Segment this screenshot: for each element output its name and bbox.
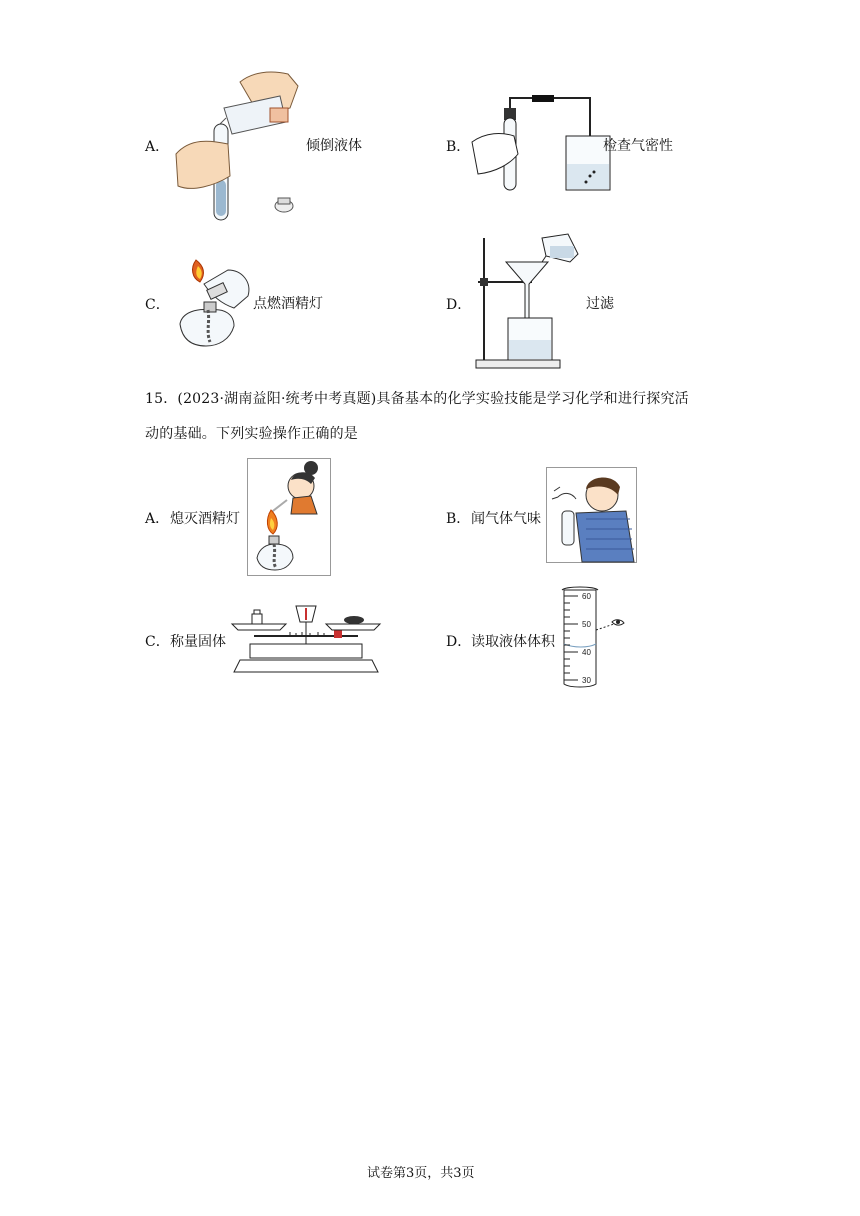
balance-scale-icon bbox=[230, 602, 382, 674]
q15-option-c-text: 称量固体 bbox=[170, 634, 226, 650]
q15-stem-line1: 15．(2023·湖南益阳·统考中考真题)具备基本的化学实验技能是学习化学和进行探究活 bbox=[145, 391, 689, 407]
q14-option-d-letter: D． bbox=[446, 297, 472, 313]
cylinder-tick-40: 40 bbox=[582, 648, 591, 657]
blowing-out-lamp-icon bbox=[247, 458, 331, 576]
airtightness-check-icon bbox=[468, 92, 618, 194]
q14-option-d-text: 过滤 bbox=[586, 296, 614, 312]
graduated-cylinder-icon bbox=[556, 586, 626, 692]
q14-option-b-text: 检查气密性 bbox=[603, 138, 673, 154]
lighting-alcohol-lamp-icon bbox=[168, 252, 252, 352]
cylinder-tick-30: 30 bbox=[582, 676, 591, 685]
q15-option-c-letter: C． bbox=[145, 634, 170, 650]
page-footer: 试卷第3页，共3页 bbox=[367, 1166, 475, 1181]
q14-option-a-letter: A． bbox=[145, 139, 170, 155]
q15-option-b-letter: B． bbox=[446, 511, 471, 527]
q15-stem-line2: 动的基础。下列实验操作正确的是 bbox=[145, 426, 358, 442]
q15-option-a-text: 熄灭酒精灯 bbox=[170, 511, 240, 527]
cylinder-tick-50: 50 bbox=[582, 620, 591, 629]
q15-option-d-text: 读取液体体积 bbox=[471, 634, 555, 650]
q14-option-b-letter: B． bbox=[446, 139, 471, 155]
q14-option-c-letter: C． bbox=[145, 297, 170, 313]
cylinder-tick-60: 60 bbox=[582, 592, 591, 601]
smelling-gas-icon bbox=[546, 467, 637, 563]
filtration-icon bbox=[472, 232, 590, 370]
q15-option-b-text: 闻气体气味 bbox=[471, 511, 541, 527]
pouring-liquid-icon bbox=[170, 68, 305, 220]
q15-option-d-letter: D． bbox=[446, 634, 472, 650]
q14-option-a-text: 倾倒液体 bbox=[306, 138, 362, 154]
q14-option-c-text: 点燃酒精灯 bbox=[253, 296, 323, 312]
q15-option-a-letter: A． bbox=[145, 511, 170, 527]
